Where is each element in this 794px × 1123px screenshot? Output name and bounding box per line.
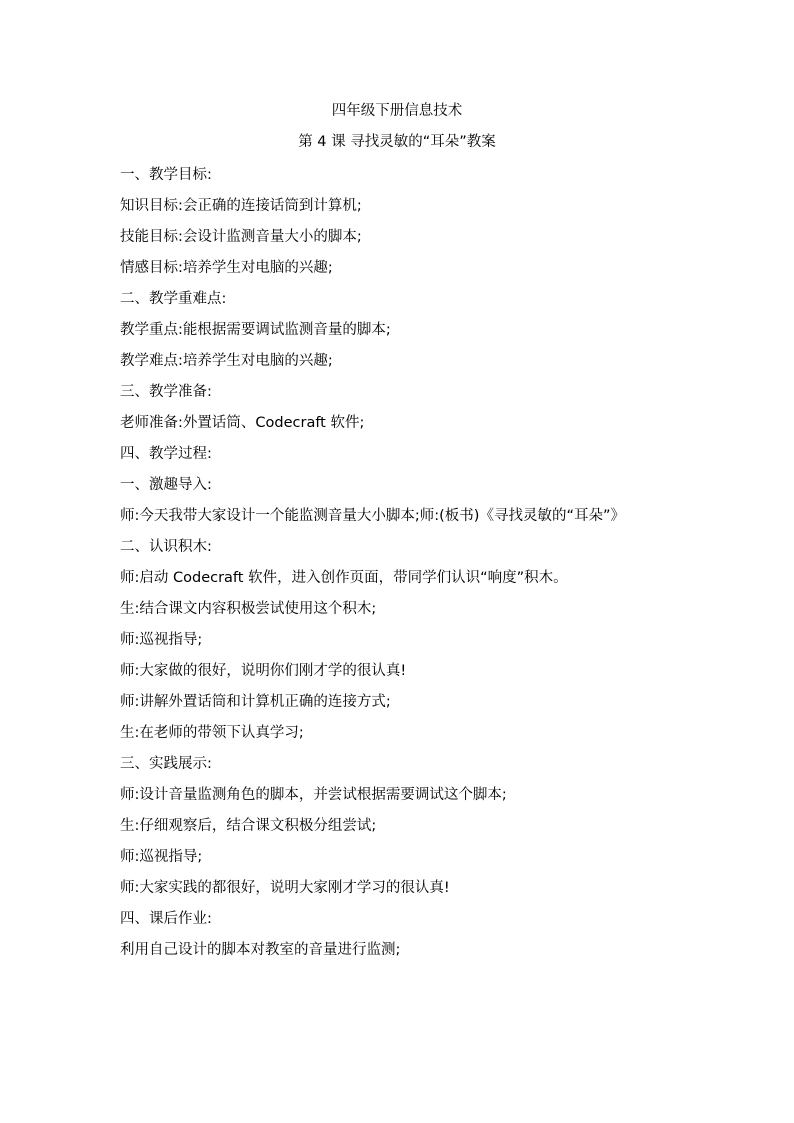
lesson-title: 第 4 课 寻找灵敏的“耳朵”教案 — [298, 134, 496, 150]
section-heading-key-points: 二、教学重难点: — [120, 291, 227, 307]
text-line: 知识目标:会正确的连接话筒到计算机; — [120, 198, 362, 214]
section-heading-preparation: 三、教学准备: — [120, 384, 212, 400]
text-line: 技能目标:会设计监测音量大小的脚本; — [120, 229, 362, 245]
text-line: 教学重点:能根据需要调试监测音量的脚本; — [120, 322, 391, 338]
text-line: 师:今天我带大家设计一个能监测音量大小脚本;师:(板书)《寻找灵敏的“耳朵”》 — [120, 508, 625, 524]
text-line: 老师准备:外置话筒、Codecraft 软件; — [120, 415, 365, 431]
section-heading-process: 四、教学过程: — [120, 446, 212, 462]
text-line: 生:结合课文内容积极尝试使用这个积木; — [120, 601, 377, 617]
subheading-homework: 四、课后作业: — [120, 911, 212, 927]
text-line: 生:仔细观察后，结合课文积极分组尝试; — [120, 818, 377, 834]
document-title: 四年级下册信息技术 — [331, 103, 463, 119]
text-line: 师:巡视指导; — [120, 849, 203, 865]
subheading-practice: 三、实践展示: — [120, 756, 212, 772]
subheading-blocks: 二、认识积木: — [120, 539, 212, 555]
text-line: 师:巡视指导; — [120, 632, 203, 648]
document-body — [120, 163, 760, 969]
text-line: 师:大家实践的都很好，说明大家刚才学习的很认真! — [120, 880, 450, 896]
section-heading-objectives: 一、教学目标: — [120, 167, 212, 183]
text-line: 师:讲解外置话筒和计算机正确的连接方式; — [120, 694, 391, 710]
text-line: 情感目标:培养学生对电脑的兴趣; — [120, 260, 333, 276]
text-line: 生:在老师的带领下认真学习; — [120, 725, 304, 741]
text-line: 教学难点:培养学生对电脑的兴趣; — [120, 353, 333, 369]
text-line: 师:大家做的很好，说明你们刚才学的很认真! — [120, 663, 407, 679]
subheading-introduction: 一、激趣导入: — [120, 477, 212, 493]
text-line: 利用自己设计的脚本对教室的音量进行监测; — [120, 942, 401, 958]
text-line: 师:设计音量监测角色的脚本，并尝试根据需要调试这个脚本; — [120, 787, 507, 803]
text-line: 师:启动 Codecraft 软件，进入创作页面，带同学们认识“响度”积木。 — [120, 570, 568, 586]
